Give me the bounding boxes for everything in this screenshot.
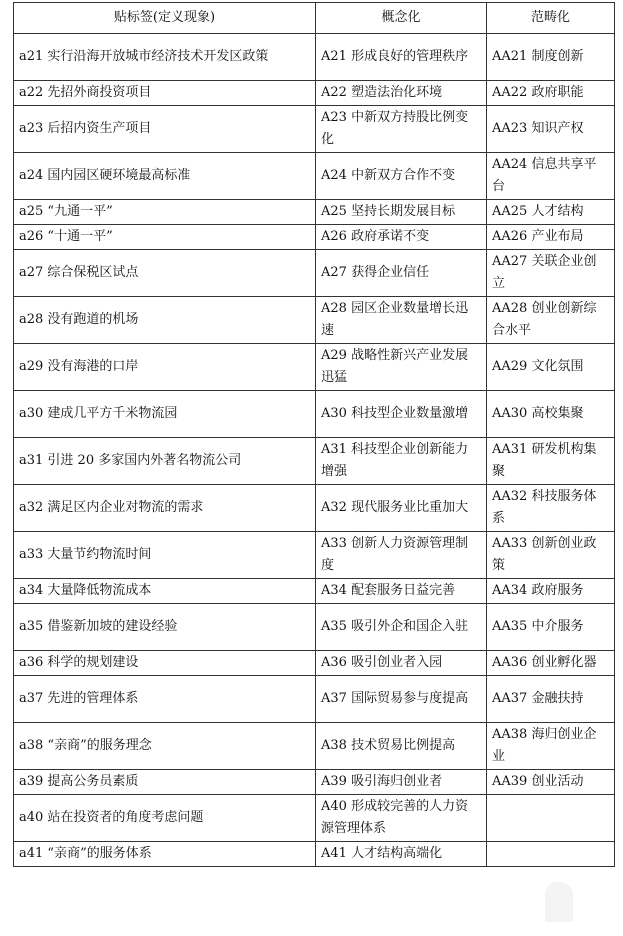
concept-cell: A34 配套服务日益完善 — [316, 579, 487, 604]
concept-cell: A23 中新双方持股比例变化 — [316, 106, 487, 153]
category-cell: AA22 政府职能 — [487, 81, 615, 106]
table-row — [14, 81, 615, 106]
concept-cell: A22 塑造法治化环境 — [316, 81, 487, 106]
category-cell: AA39 创业活动 — [487, 770, 615, 795]
label-cell: a33 大量节约物流时间 — [14, 532, 316, 579]
concept-cell: A33 创新人力资源管理制度 — [316, 532, 487, 579]
table-row — [14, 297, 615, 344]
coding-table — [13, 2, 615, 867]
concept-cell: A31 科技型企业创新能力增强 — [316, 438, 487, 485]
label-cell: a23 后招内资生产项目 — [14, 106, 316, 153]
table-row — [14, 34, 615, 81]
label-cell: a30 建成几平方千米物流园 — [14, 391, 316, 438]
concept-cell: A32 现代服务业比重加大 — [316, 485, 487, 532]
category-cell: AA31 研发机构集聚 — [487, 438, 615, 485]
label-cell: a39 提高公务员素质 — [14, 770, 316, 795]
table-row — [14, 153, 615, 200]
concept-cell: A40 形成较完善的人力资源管理体系 — [316, 795, 487, 842]
concept-cell: A30 科技型企业数量激增 — [316, 391, 487, 438]
header-categorization: 范畴化 — [487, 3, 615, 34]
table-row — [14, 200, 615, 225]
label-cell: a35 借鉴新加坡的建设经验 — [14, 604, 316, 651]
label-cell: a32 满足区内企业对物流的需求 — [14, 485, 316, 532]
table-row — [14, 795, 615, 842]
table-row — [14, 842, 615, 867]
concept-cell: A36 吸引创业者入园 — [316, 651, 487, 676]
category-cell: AA28 创业创新综合水平 — [487, 297, 615, 344]
table-row — [14, 604, 615, 651]
table-row — [14, 532, 615, 579]
concept-cell: A29 战略性新兴产业发展迅猛 — [316, 344, 487, 391]
concept-cell: A24 中新双方合作不变 — [316, 153, 487, 200]
concept-cell: A41 人才结构高端化 — [316, 842, 487, 867]
table-row — [14, 391, 615, 438]
category-cell: AA27 关联企业创立 — [487, 250, 615, 297]
label-cell: a28 没有跑道的机场 — [14, 297, 316, 344]
table-row — [14, 344, 615, 391]
label-cell: a24 国内园区硬环境最高标准 — [14, 153, 316, 200]
label-cell: a38 “亲商”的服务理念 — [14, 723, 316, 770]
category-cell: AA37 金融扶持 — [487, 676, 615, 723]
header-labeling: 贴标签(定义现象) — [14, 3, 316, 34]
table-row — [14, 106, 615, 153]
table-row — [14, 250, 615, 297]
label-cell: a31 引进 20 多家国内外著名物流公司 — [14, 438, 316, 485]
table-row — [14, 438, 615, 485]
category-cell — [487, 842, 615, 867]
table-row — [14, 770, 615, 795]
label-cell: a29 没有海港的口岸 — [14, 344, 316, 391]
concept-cell: A39 吸引海归创业者 — [316, 770, 487, 795]
label-cell: a40 站在投资者的角度考虑问题 — [14, 795, 316, 842]
category-cell — [487, 795, 615, 842]
label-cell: a34 大量降低物流成本 — [14, 579, 316, 604]
table-row — [14, 225, 615, 250]
category-cell: AA23 知识产权 — [487, 106, 615, 153]
category-cell: AA26 产业布局 — [487, 225, 615, 250]
concept-cell: A35 吸引外企和国企入驻 — [316, 604, 487, 651]
concept-cell: A37 国际贸易参与度提高 — [316, 676, 487, 723]
header-conceptualization: 概念化 — [316, 3, 487, 34]
label-cell: a22 先招外商投资项目 — [14, 81, 316, 106]
category-cell: AA33 创新创业政策 — [487, 532, 615, 579]
category-cell: AA29 文化氛围 — [487, 344, 615, 391]
category-cell: AA32 科技服务体系 — [487, 485, 615, 532]
table-header-row — [14, 3, 615, 34]
table-row — [14, 676, 615, 723]
category-cell: AA35 中介服务 — [487, 604, 615, 651]
category-cell: AA24 信息共享平台 — [487, 153, 615, 200]
label-cell: a25 “九通一平” — [14, 200, 316, 225]
table-row — [14, 485, 615, 532]
category-cell: AA21 制度创新 — [487, 34, 615, 81]
concept-cell: A21 形成良好的管理秩序 — [316, 34, 487, 81]
category-cell: AA36 创业孵化器 — [487, 651, 615, 676]
table-row — [14, 723, 615, 770]
category-cell: AA25 人才结构 — [487, 200, 615, 225]
concept-cell: A25 坚持长期发展目标 — [316, 200, 487, 225]
category-cell: AA30 高校集聚 — [487, 391, 615, 438]
label-cell: a41 “亲商”的服务体系 — [14, 842, 316, 867]
category-cell: AA34 政府服务 — [487, 579, 615, 604]
concept-cell: A38 技术贸易比例提高 — [316, 723, 487, 770]
label-cell: a37 先进的管理体系 — [14, 676, 316, 723]
label-cell: a21 实行沿海开放城市经济技术开发区政策 — [14, 34, 316, 81]
concept-cell: A28 园区企业数量增长迅速 — [316, 297, 487, 344]
watermark-shape — [545, 882, 573, 922]
category-cell: AA38 海归创业企业 — [487, 723, 615, 770]
label-cell: a27 综合保税区试点 — [14, 250, 316, 297]
concept-cell: A27 获得企业信任 — [316, 250, 487, 297]
label-cell: a26 “十通一平” — [14, 225, 316, 250]
concept-cell: A26 政府承诺不变 — [316, 225, 487, 250]
table-row — [14, 579, 615, 604]
table-row — [14, 651, 615, 676]
label-cell: a36 科学的规划建设 — [14, 651, 316, 676]
